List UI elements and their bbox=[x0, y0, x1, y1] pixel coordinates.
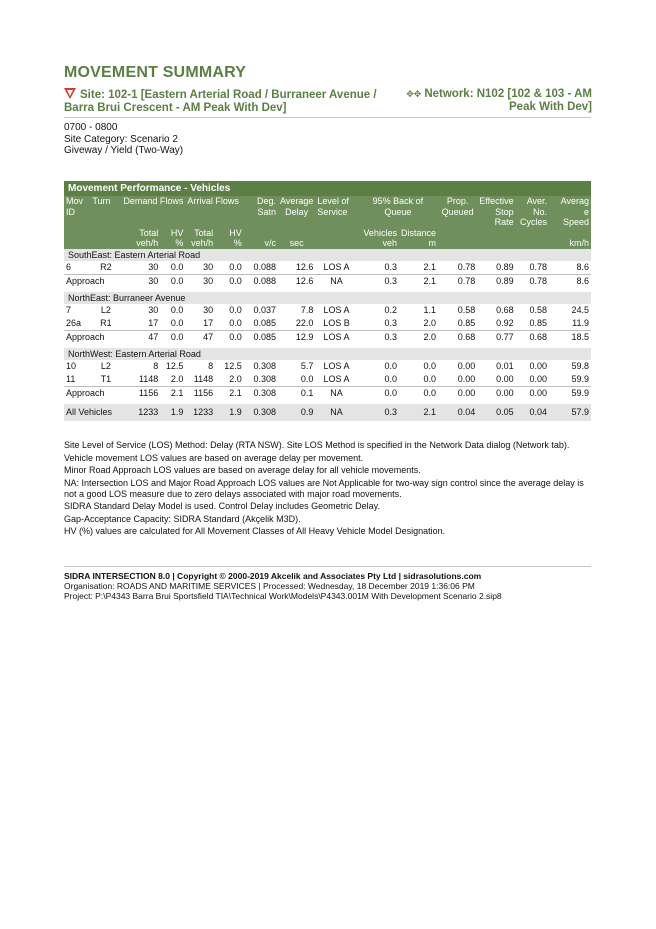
note: NA: Intersection LOS and Major Road Approach LOS values are Not Applicable for two-way sign control since the average delay is not a good LOS measure due to zero delays associated with major road movements. bbox=[64, 477, 584, 499]
note: Vehicle movement LOS values are based on average delay per movement. bbox=[64, 452, 364, 463]
footer-copyright: SIDRA INTERSECTION 8.0 | Copyright © 2000-2019 Akcelik and Associates Pty Ltd | sidrasolutions.com bbox=[64, 571, 482, 581]
table-header-row-1 bbox=[64, 196, 591, 228]
footer-project: Project: P:\P4343 Barra Brui Sportsfield TIA\Technical Work\Models\P4343.001M With Development Scenario 2.sip8 bbox=[64, 591, 502, 601]
col-average-delay: Average Delay bbox=[278, 196, 315, 228]
table-row: 7 L2 30 0.0 30 0.0 0.037 7.8 LOS A 0.2 1.1 0.58 0.68 0.58 24.5 bbox=[66, 305, 589, 315]
network-label: Network: N102 [102 & 103 - AM Peak With Dev] bbox=[424, 88, 592, 113]
approach-row: Approach 1156 2.1 1156 2.1 0.308 0.1 NA 0.0 0.0 0.00 0.00 0.00 59.9 bbox=[66, 388, 589, 398]
approach-group-label: NorthEast: Burraneer Avenue bbox=[64, 292, 591, 304]
time-period: 0700 - 0800 bbox=[64, 122, 118, 133]
col-distance: Distance m bbox=[400, 227, 436, 248]
site-category: Site Category: Scenario 2 bbox=[64, 133, 178, 145]
note: Gap-Acceptance Capacity: SIDRA Standard (Akçelik M3D). bbox=[64, 513, 301, 524]
footer-divider bbox=[64, 566, 591, 567]
col-turn: Turn bbox=[90, 196, 121, 228]
col-effective-stop-rate: Effective Stop Rate bbox=[479, 196, 514, 227]
page-title: MOVEMENT SUMMARY bbox=[64, 64, 247, 81]
footer bbox=[64, 571, 591, 601]
unit-vc: v/c bbox=[244, 228, 278, 249]
movement-performance-table bbox=[64, 181, 591, 421]
approach-group-label: SouthEast: Eastern Arterial Road bbox=[64, 249, 591, 261]
col-back-of-queue: 95% Back of Queue bbox=[358, 196, 438, 228]
col-hv: HV % bbox=[160, 228, 185, 249]
col-arr-hv: HV % bbox=[215, 228, 244, 249]
footer-organisation: Organisation: ROADS AND MARITIME SERVICES | Processed: Wednesday, 18 December 2019 1:36:06 PM bbox=[64, 581, 475, 591]
col-total: Total veh/h bbox=[121, 228, 160, 249]
col-deg-satn: Deg. Satn bbox=[244, 196, 278, 228]
site-heading bbox=[64, 88, 384, 115]
col-level-of-service: Level of Service bbox=[315, 196, 357, 228]
approach-row: Approach 30 0.0 30 0.0 0.088 12.6 NA 0.3 2.1 0.78 0.89 0.78 8.6 bbox=[66, 276, 589, 286]
approach-row: Approach 47 0.0 47 0.0 0.085 12.9 LOS A 0.3 2.0 0.68 0.77 0.68 18.5 bbox=[66, 332, 589, 342]
unit-kmh: km/h bbox=[549, 228, 591, 249]
table-row: 11 T1 1148 2.0 1148 2.0 0.308 0.0 LOS A 0.0 0.0 0.00 0.00 0.00 59.9 bbox=[66, 374, 589, 384]
all-vehicles-row: All Vehicles 1233 1.9 1233 1.9 0.308 0.9 NA 0.3 2.1 0.04 0.05 0.04 57.9 bbox=[64, 404, 591, 421]
note: Minor Road Approach LOS values are based on average delay for all vehicle movements. bbox=[64, 465, 421, 475]
col-vehicles: Vehicles veh bbox=[358, 228, 399, 249]
note: HV (%) values are calculated for All Movement Classes of All Heavy Vehicle Model Designation. bbox=[64, 526, 446, 536]
site-info bbox=[64, 122, 183, 157]
notes bbox=[64, 440, 591, 539]
col-average-speed: Averag e Speed bbox=[549, 196, 591, 228]
table-row: 26a R1 17 0.0 17 0.0 0.085 22.0 LOS B 0.3 2.0 0.85 0.92 0.85 11.9 bbox=[66, 318, 589, 328]
unit-sec: sec bbox=[278, 228, 315, 249]
table-row: 10 L2 8 12.5 8 12.5 0.308 5.7 LOS A 0.0 0.0 0.00 0.01 0.00 59.8 bbox=[66, 361, 589, 371]
col-mov: Mov ID bbox=[64, 196, 90, 228]
network-heading bbox=[382, 88, 592, 114]
col-aver-no-cycles: Aver. No. Cycles bbox=[516, 196, 549, 228]
table-title: Movement Performance - Vehicles bbox=[64, 181, 591, 196]
control-type: Giveway / Yield (Two-Way) bbox=[64, 145, 184, 156]
header-divider bbox=[64, 117, 591, 118]
note: Site Level of Service (LOS) Method: Delay (RTA NSW). Site LOS Method is specified in the Network Data dialog (Network tab). bbox=[64, 440, 570, 450]
col-demand-flows: Demand Flows bbox=[121, 196, 185, 228]
give-way-sign-icon bbox=[64, 88, 76, 99]
site-label: Site: 102-1 [Eastern Arterial Road / Burraneer Avenue / Barra Brui Crescent - AM Peak With Dev] bbox=[64, 89, 377, 114]
table-row: 6 R2 30 0.0 30 0.0 0.088 12.6 LOS A 0.3 2.1 0.78 0.89 0.78 8.6 bbox=[66, 262, 589, 272]
note: SIDRA Standard Delay Model is used. Control Delay includes Geometric Delay. bbox=[64, 501, 380, 511]
col-arr-total: Total veh/h bbox=[185, 228, 215, 249]
approach-group-label: NorthWest: Eastern Arterial Road bbox=[64, 348, 591, 360]
table-header-row-2 bbox=[64, 228, 591, 249]
network-icon: ✥✥ bbox=[406, 89, 422, 99]
col-arrival-flows: Arrival Flows bbox=[185, 196, 243, 228]
col-prop-queued: Prop. Queued bbox=[438, 196, 477, 228]
